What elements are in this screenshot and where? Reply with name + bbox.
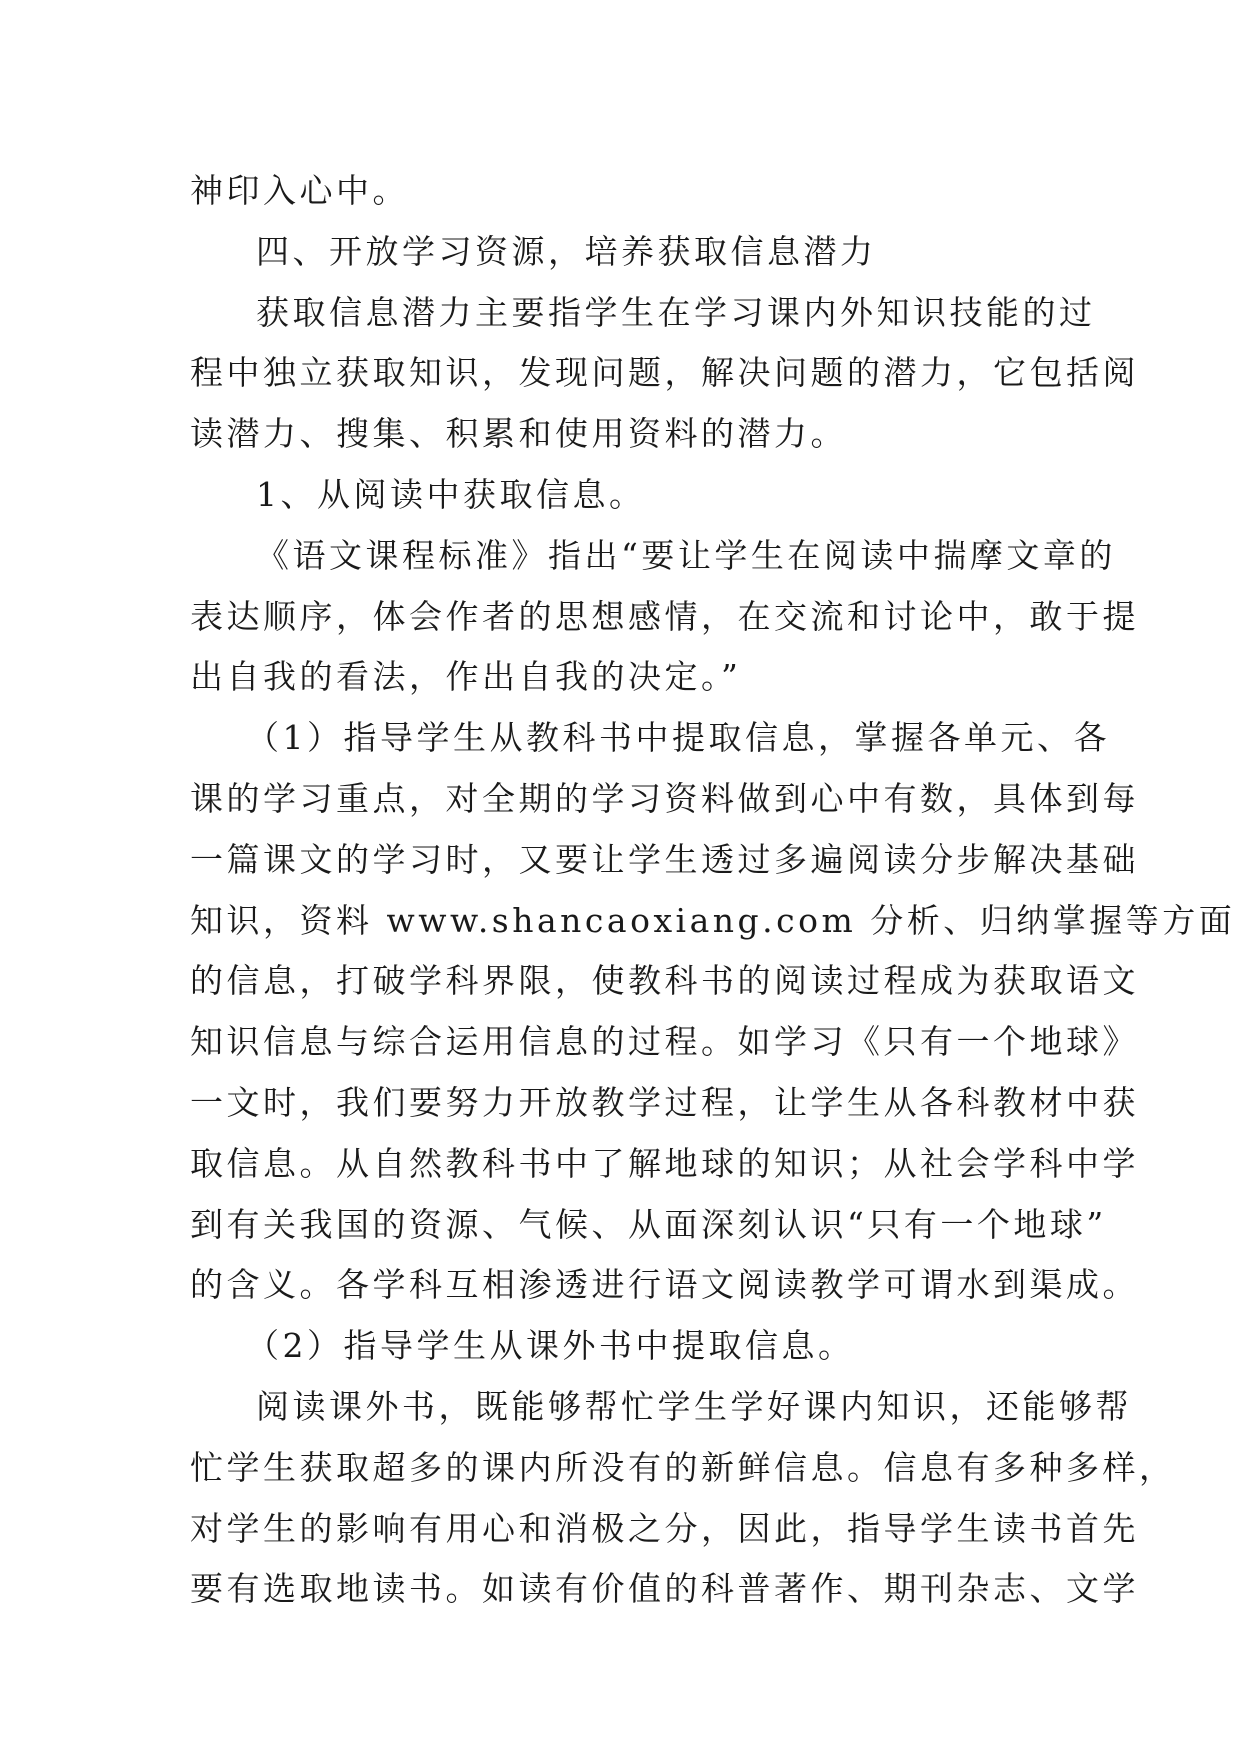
- text-line: 出自我的看法，作出自我的决定。”: [190, 657, 742, 697]
- text-line: 获取信息潜力主要指学生在学习课内外知识技能的过: [256, 292, 1096, 332]
- text-line: 的含义。各学科互相渗透进行语文阅读教学可谓水到渠成。: [190, 1265, 1139, 1305]
- text-line: 对学生的影响有用心和消极之分，因此，指导学生读书首先: [190, 1508, 1139, 1548]
- section-heading: 四、开放学习资源，培养获取信息潜力: [256, 231, 877, 271]
- text-line: 一篇课文的学习时，又要让学生透过多遍阅读分步解决基础: [190, 839, 1139, 879]
- text-line: 表达顺序，体会作者的思想感情，在交流和讨论中，敢于提: [190, 596, 1139, 636]
- text-line: （1）指导学生从教科书中提取信息，掌握各单元、各: [246, 718, 1110, 758]
- text-line: 取信息。从自然教科书中了解地球的知识；从社会学科中学: [190, 1143, 1139, 1183]
- text-line: 知识，资料 www.shancaoxiang.com 分析、归纳掌握等方面: [190, 900, 1236, 940]
- text-line: 《语文课程标准》指出“要让学生在阅读中揣摩文章的: [256, 535, 1116, 575]
- text-line: 程中独立获取知识，发现问题，解决问题的潜力，它包括阅: [190, 353, 1139, 393]
- text-line: 读潜力、搜集、积累和使用资料的潜力。: [190, 414, 847, 454]
- text-line: 一文时，我们要努力开放教学过程，让学生从各科教材中获: [190, 1082, 1139, 1122]
- text-line: 阅读课外书，既能够帮忙学生学好课内知识，还能够帮: [256, 1386, 1132, 1426]
- text-line: 课的学习重点，对全期的学习资料做到心中有数，具体到每: [190, 778, 1139, 818]
- text-line: 忙学生获取超多的课内所没有的新鲜信息。信息有多种多样，: [190, 1447, 1176, 1487]
- subsection-heading: 1、从阅读中获取信息。: [256, 474, 646, 514]
- text-line: 知识信息与综合运用信息的过程。如学习《只有一个地球》: [190, 1022, 1139, 1062]
- text-line: 要有选取地读书。如读有价值的科普著作、期刊杂志、文学: [190, 1569, 1139, 1609]
- text-line: （2）指导学生从课外书中提取信息。: [246, 1326, 855, 1366]
- text-line: 的信息，打破学科界限，使教科书的阅读过程成为获取语文: [190, 961, 1139, 1001]
- text-line: 到有关我国的资源、气候、从面深刻认识“只有一个地球”: [190, 1204, 1107, 1244]
- text-line: 神印入心中。: [190, 171, 409, 210]
